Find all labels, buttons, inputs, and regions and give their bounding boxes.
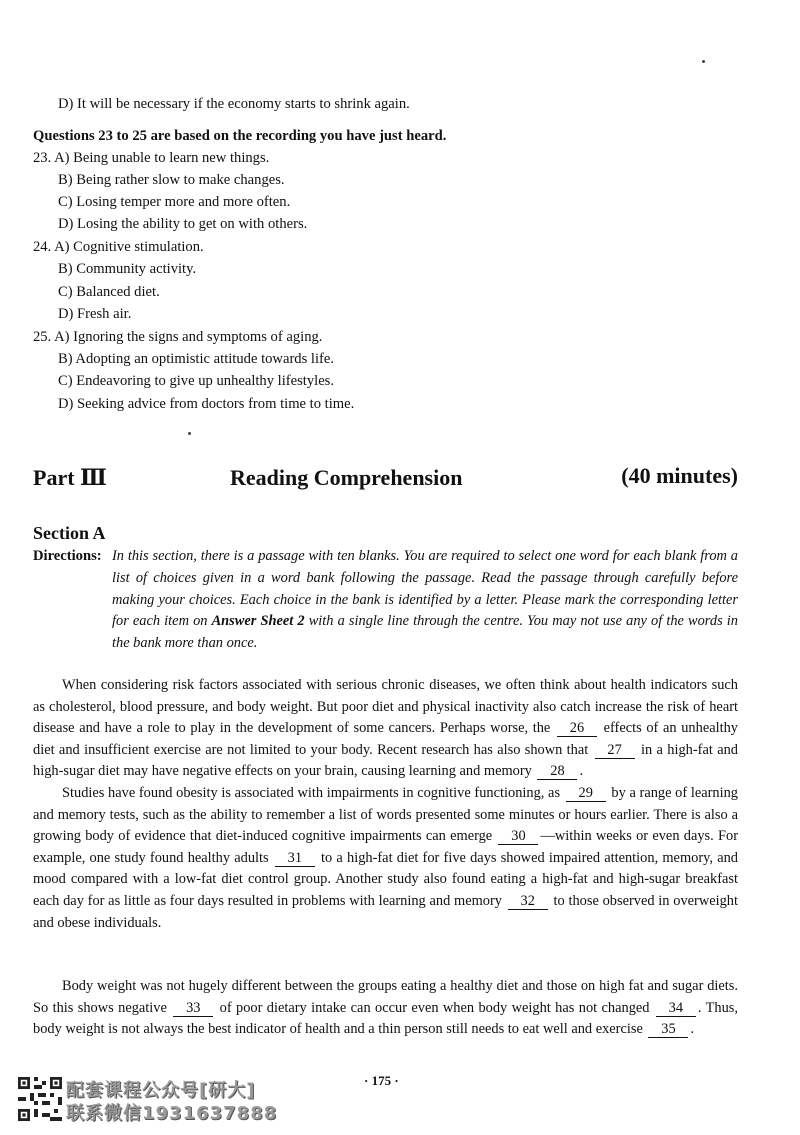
directions-label: Directions: <box>33 548 102 564</box>
blank-28: 28 <box>537 764 577 780</box>
qr-code-icon <box>18 1077 62 1121</box>
question-24-option-c: C) Balanced diet. <box>58 284 160 300</box>
passage-text: . <box>579 763 584 780</box>
passage-text: . Thus, body weight is not always the best indicator of health and a thin person still needs to eat well and exercise <box>33 999 738 1038</box>
part-label: Part Ⅲ <box>33 465 107 490</box>
part-time: (40 minutes) <box>621 463 738 488</box>
passage-paragraph-3 <box>33 976 738 1041</box>
passage-text: When considering risk factors associated with serious chronic diseases, we often think about health indicators such as cholesterol, blood pressure, and body weight. But poor diet and physical inactivity also catch increase the risk of heart disease and have a role to play in the development of some cancers. Perhaps worse, the <box>33 677 738 737</box>
passage-text: Studies have found obesity is associated with impairments in cognitive functioning, as <box>62 785 561 801</box>
blank-33: 33 <box>173 1001 213 1017</box>
passage-text: to a high-fat diet for five days showed impaired attention, memory, and mood compared with a low-fat diet control group. Another study also found eating a high-fat and high-sugar breakfast each day for as little as four days resulted in problems with learning and memory <box>33 849 738 909</box>
blank-34: 34 <box>656 1001 696 1017</box>
part-title: Reading Comprehension <box>230 465 463 490</box>
blank-29: 29 <box>566 786 606 802</box>
section-title: Section A <box>33 523 106 543</box>
passage-text: to those observed in overweight and obese individuals. <box>33 892 738 931</box>
question-24-option-a <box>33 238 204 256</box>
blank-26: 26 <box>557 721 597 737</box>
question-25-option-a <box>33 328 322 346</box>
option-text: A) Cognitive stimulation. <box>54 239 204 255</box>
blank-35: 35 <box>648 1022 688 1038</box>
question-23-option-a <box>33 149 269 167</box>
passage-text: effects of an unhealthy diet and insufficient exercise are not limited to your body. Recent research has also shown that <box>33 720 738 758</box>
question-23-option-b: B) Being rather slow to make changes. <box>58 172 285 188</box>
passage-text: Body weight was not hugely different between the groups eating a healthy diet and those on high fat and sugar diets. So this shows negative <box>33 978 738 1016</box>
watermark-line-2: 联系微信1931637888 <box>66 1103 278 1124</box>
directions-text-2: with a single line through the centre. You may not use any of the words in the bank more than once. <box>112 613 738 652</box>
passage-paragraph-2 <box>33 783 738 934</box>
question-number: 23. <box>33 150 52 166</box>
directions-text-1: In this section, there is a passage with ten blanks. You are required to select one word for each blank from a list of choices given in a word bank following the passage. Read the passage through carefully before making your choices. Each choice in the bank is identified by a letter. Please mark the corresponding letter for each item on <box>112 548 738 630</box>
question-23-option-c: C) Losing temper more and more often. <box>58 194 291 210</box>
answer-sheet-emphasis: Answer Sheet 2 <box>211 613 305 630</box>
question-25-option-d: D) Seeking advice from doctors from time to time. <box>58 396 355 412</box>
directions-text <box>112 546 738 655</box>
blank-30: 30 <box>498 829 538 845</box>
passage-paragraph-1 <box>33 675 738 783</box>
scan-speck <box>188 432 191 435</box>
q22-option-d: D) It will be necessary if the economy starts to shrink again. <box>58 96 410 112</box>
page-number: · 175 · <box>364 1073 399 1088</box>
part-heading <box>33 463 738 495</box>
blank-31: 31 <box>275 851 315 867</box>
question-number: 25. <box>33 329 52 345</box>
passage-text: of poor dietary intake can occur even when body weight has not changed <box>219 999 650 1016</box>
option-text: A) Ignoring the signs and symptoms of aging. <box>54 329 323 345</box>
option-text: A) Being unable to learn new things. <box>54 150 270 166</box>
blank-32: 32 <box>508 894 548 910</box>
blank-27: 27 <box>595 743 635 759</box>
question-24-option-b: B) Community activity. <box>58 261 197 277</box>
question-number: 24. <box>33 239 52 255</box>
question-25-option-c: C) Endeavoring to give up unhealthy lifestyles. <box>58 373 335 389</box>
question-25-option-b: B) Adopting an optimistic attitude towards life. <box>58 351 335 367</box>
passage-text: —within weeks or even days. For example, one study found healthy adults <box>33 828 738 866</box>
watermark-line-1: 配套课程公众号[研大] <box>66 1080 256 1101</box>
question-23-option-d: D) Losing the ability to get on with others. <box>58 216 308 232</box>
scan-speck <box>702 60 705 63</box>
passage-text: by a range of learning and memory tests, such as the ability to remember a list of words presented some minutes or hours earlier. There is also a growing body of evidence that diet-induced cognitive impairments can emerge <box>33 785 738 845</box>
passage-text: . <box>690 1021 695 1038</box>
question-24-option-d: D) Fresh air. <box>58 306 132 322</box>
question-group-heading: Questions 23 to 25 are based on the recording you have just heard. <box>33 128 447 144</box>
passage-text: in a high-fat and high-sugar diet may have negative effects on your brain, causing learning and memory <box>33 741 738 780</box>
